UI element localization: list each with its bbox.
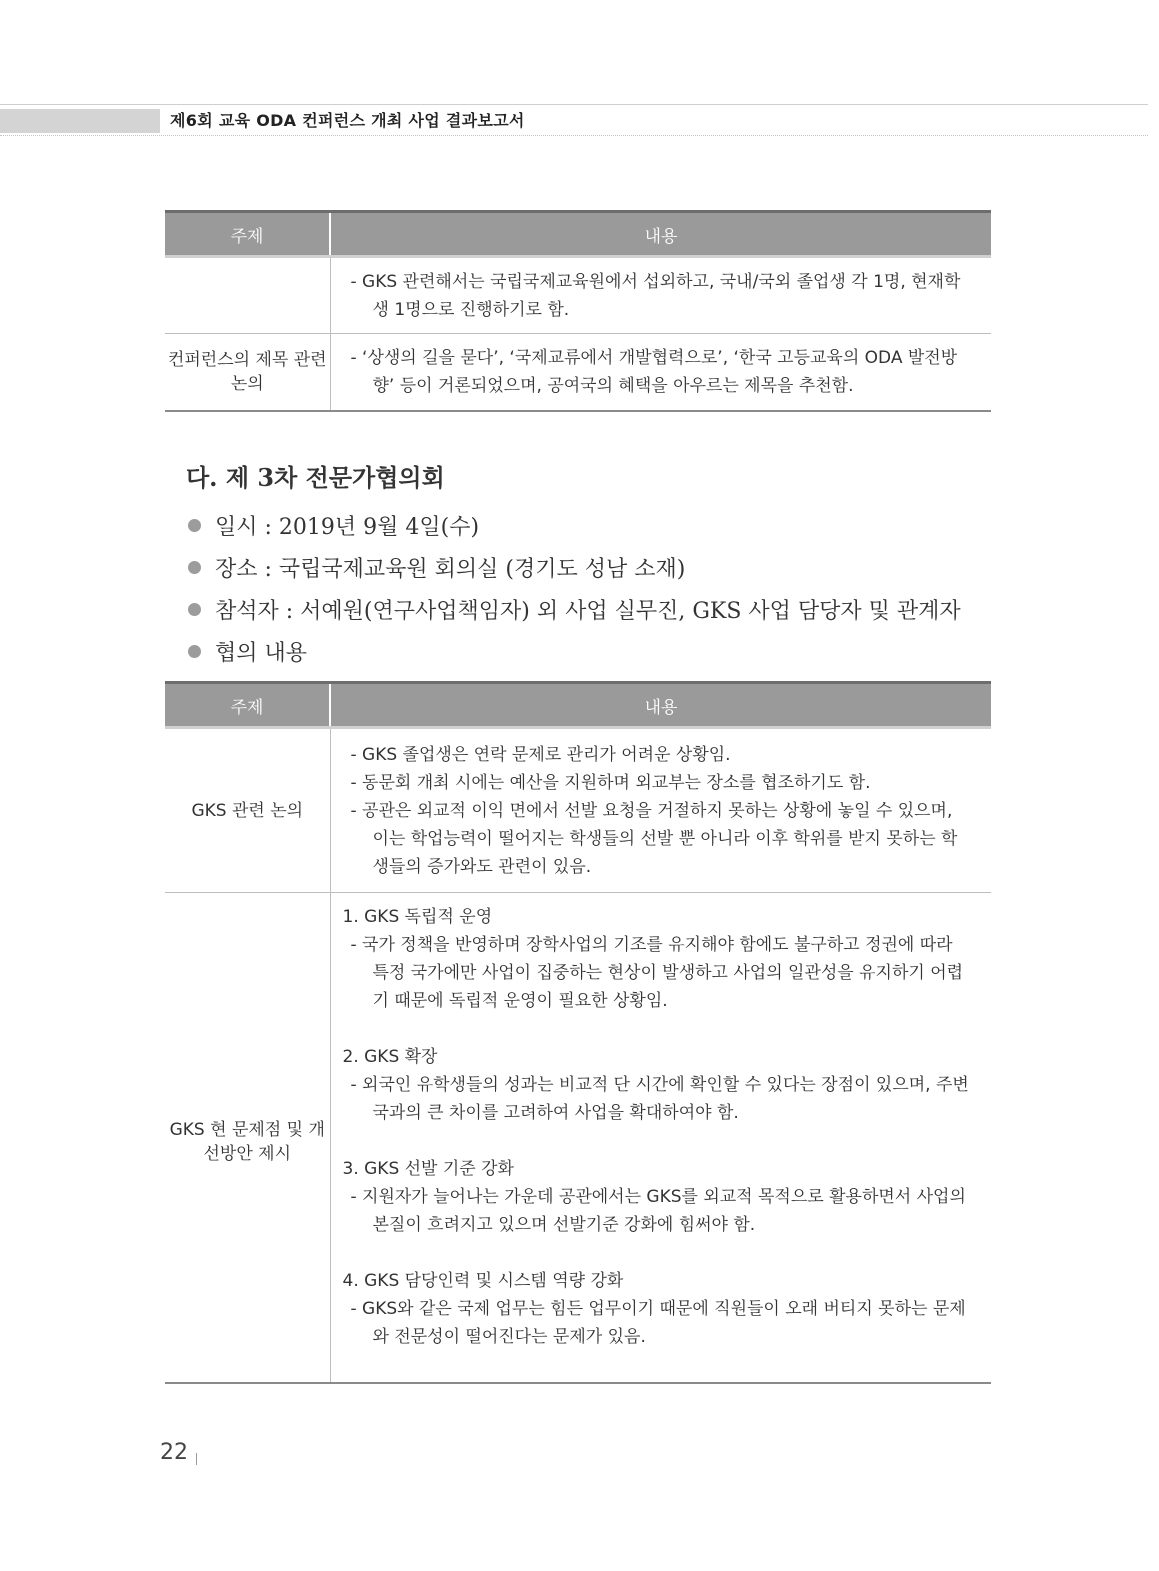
list-item xyxy=(188,594,961,636)
table-row xyxy=(165,334,991,411)
subsection-title: 3. GKS 선발 기준 강화 xyxy=(342,1159,514,1179)
running-header-title: 제6회 교육 ODA 컨퍼런스 개최 사업 결과보고서 xyxy=(170,111,525,130)
list-item xyxy=(188,552,961,594)
row-topic: GKS 현 문제점 및 개선방안 제시 xyxy=(165,893,330,1383)
table-row xyxy=(165,728,991,893)
column-header-content: 내용 xyxy=(330,683,991,728)
bullet-dot-icon xyxy=(188,603,201,616)
list-item: - ‘상생의 길을 묻다’, ‘국제교류에서 개발협력으로’, ‘한국 고등교육의 ODA 발전방향’ 등이 거론되었으며, 공여국의 혜택을 아우르는 제목을 추천함. xyxy=(350,347,958,396)
row-topic: GKS 관련 논의 xyxy=(165,728,330,893)
bullet-dot-icon xyxy=(188,561,201,574)
subsection-title: 1. GKS 독립적 운영 xyxy=(342,907,493,927)
table-row xyxy=(165,893,991,1383)
table-header-row xyxy=(165,212,991,257)
list-item: - GKS와 같은 국제 업무는 힘든 업무이기 때문에 직원들이 오래 버티지 못하는 문제와 전문성이 떨어진다는 문제가 있음. xyxy=(350,1299,966,1347)
table-header-row xyxy=(165,683,991,728)
list-item xyxy=(188,510,961,552)
header-dotted-rule xyxy=(0,135,1148,136)
table-discussion-2 xyxy=(165,681,991,1384)
row-content xyxy=(330,893,991,1383)
list-item: - 동문회 개최 시에는 예산을 지원하며 외교부는 장소를 협조하기도 함. xyxy=(350,772,871,793)
header-top-rule xyxy=(0,104,1148,105)
row-topic: 컨퍼런스의 제목 관련 논의 xyxy=(165,334,330,411)
list-item xyxy=(188,636,961,678)
section-heading: 다. 제 3차 전문가협의회 xyxy=(186,463,445,492)
row-topic xyxy=(165,257,330,334)
list-item: - 지원자가 늘어나는 가운데 공관에서는 GKS를 외교적 목적으로 활용하면서 사업의 본질이 흐려지고 있으며 선발기준 강화에 힘써야 함. xyxy=(350,1187,966,1235)
page-number-separator xyxy=(196,1453,197,1465)
list-item: - 외국인 유학생들의 성과는 비교적 단 시간에 확인할 수 있다는 장점이 있으며, 주변국과의 큰 차이를 고려하여 사업을 확대하여야 함. xyxy=(350,1075,969,1123)
meeting-agenda-label: 협의 내용 xyxy=(215,641,308,666)
subsection-title: 4. GKS 담당인력 및 시스템 역량 강화 xyxy=(342,1271,624,1291)
subsection-title: 2. GKS 확장 xyxy=(342,1047,438,1067)
bullet-dot-icon xyxy=(188,645,201,658)
row-content xyxy=(330,728,991,893)
table-row xyxy=(165,257,991,334)
column-header-topic: 주제 xyxy=(165,212,330,257)
meeting-info-list xyxy=(188,510,961,678)
column-header-topic: 주제 xyxy=(165,683,330,728)
row-content xyxy=(330,257,991,334)
row-content xyxy=(330,334,991,411)
page-number: 22 xyxy=(160,1440,188,1465)
header-gray-bar xyxy=(0,109,160,133)
list-item: - GKS 졸업생은 연락 문제로 관리가 어려운 상황임. xyxy=(350,744,731,765)
bullet-dot-icon xyxy=(188,519,201,532)
table-discussion-1 xyxy=(165,210,991,412)
list-item: - 공관은 외교적 이익 면에서 선발 요청을 거절하지 못하는 상황에 놓일 수 있으며, 이는 학업능력이 떨어지는 학생들의 선발 뿐 아니라 이후 학위를 받지 못하는 학생들의 증가와도 관련이 있음. xyxy=(350,800,958,877)
list-item: - 국가 정책을 반영하며 장학사업의 기조를 유지해야 함에도 불구하고 정권에 따라 특정 국가에만 사업이 집중하는 현상이 발생하고 사업의 일관성을 유지하기 어렵기 때문에 독립적 운영이 필요한 상황임. xyxy=(350,935,964,1011)
meeting-place: 장소 : 국립국제교육원 회의실 (경기도 성남 소재) xyxy=(215,557,686,582)
meeting-date: 일시 : 2019년 9월 4일(수) xyxy=(215,515,480,540)
list-item: - GKS 관련해서는 국립국제교육원에서 섭외하고, 국내/국외 졸업생 각 1명, 현재학생 1명으로 진행하기로 함. xyxy=(350,271,961,320)
column-header-content: 내용 xyxy=(330,212,991,257)
meeting-attendees: 참석자 : 서예원(연구사업책임자) 외 사업 실무진, GKS 사업 담당자 및 관계자 xyxy=(215,599,961,624)
